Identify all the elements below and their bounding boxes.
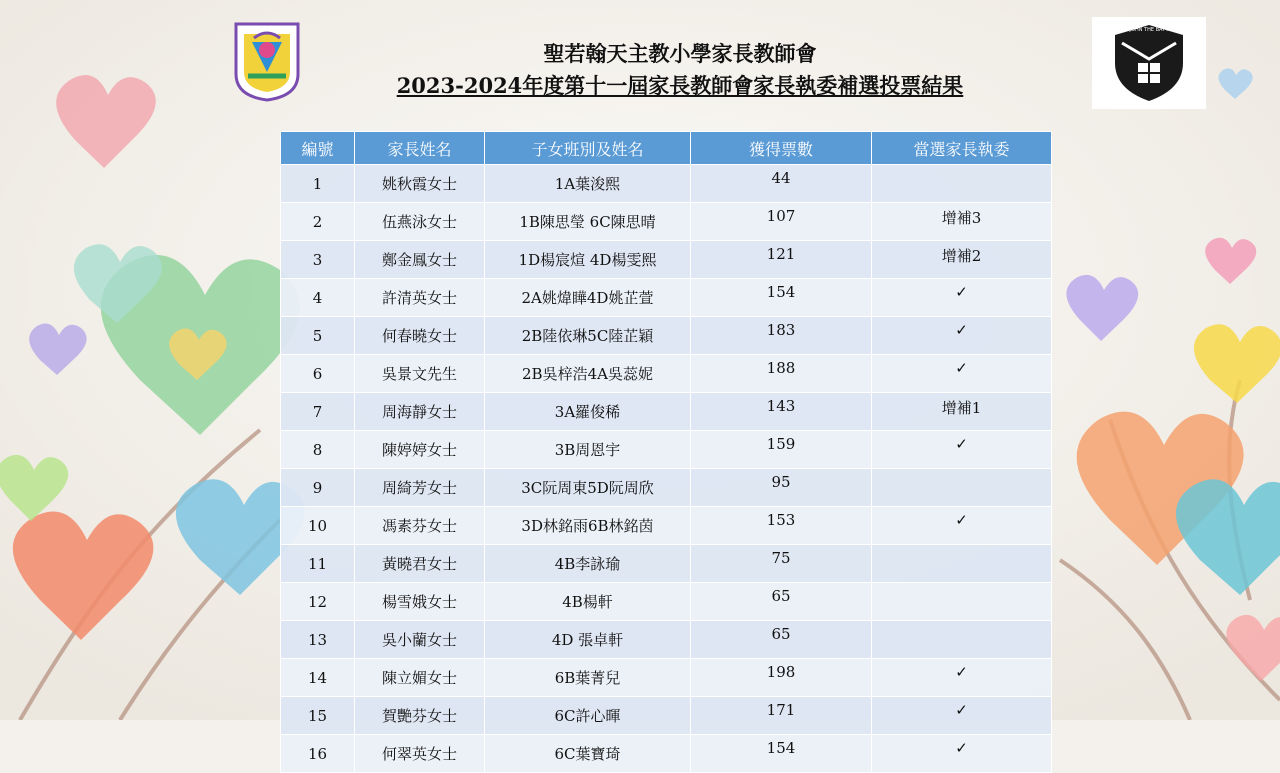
table-row xyxy=(281,165,1052,203)
cell-children: 2A姚煒瞱4D姚芷萱 xyxy=(485,279,691,317)
cell-votes: 95 xyxy=(691,469,872,507)
cell-parent-name: 姚秋霞女士 xyxy=(355,165,485,203)
cell-number: 4 xyxy=(281,279,355,317)
cell-parent-name: 吳小蘭女士 xyxy=(355,621,485,659)
cell-number: 14 xyxy=(281,659,355,697)
cell-votes: 159 xyxy=(691,431,872,469)
cell-children: 6C許心暉 xyxy=(485,697,691,735)
cell-parent-name: 馮素芬女士 xyxy=(355,507,485,545)
cell-votes: 107 xyxy=(691,203,872,241)
cell-parent-name: 周海靜女士 xyxy=(355,393,485,431)
table-row xyxy=(281,583,1052,621)
cell-votes: 44 xyxy=(691,165,872,203)
cell-number: 6 xyxy=(281,355,355,393)
cell-elected: ✓ xyxy=(872,659,1052,697)
cell-votes: 65 xyxy=(691,621,872,659)
cell-parent-name: 黃曉君女士 xyxy=(355,545,485,583)
cell-number: 9 xyxy=(281,469,355,507)
cell-elected xyxy=(872,545,1052,583)
cell-elected xyxy=(872,621,1052,659)
st-john-the-baptist-logo xyxy=(1092,17,1206,109)
cell-votes: 171 xyxy=(691,697,872,735)
cell-number: 1 xyxy=(281,165,355,203)
cell-number: 8 xyxy=(281,431,355,469)
cell-parent-name: 楊雪娥女士 xyxy=(355,583,485,621)
cell-elected: 增補2 xyxy=(872,241,1052,279)
cell-children: 1B陳思瑩 6C陳思晴 xyxy=(485,203,691,241)
cell-number: 13 xyxy=(281,621,355,659)
cell-votes: 183 xyxy=(691,317,872,355)
cell-elected: ✓ xyxy=(872,697,1052,735)
results-table xyxy=(280,131,1052,773)
table-row xyxy=(281,507,1052,545)
cell-children: 2B陸依琳5C陸芷穎 xyxy=(485,317,691,355)
cell-children: 6B葉菁兒 xyxy=(485,659,691,697)
cell-elected: ✓ xyxy=(872,279,1052,317)
cell-parent-name: 何翠英女士 xyxy=(355,735,485,773)
cell-children: 1A葉浚熙 xyxy=(485,165,691,203)
page-subtitle: 2023-2024年度第十一屆家長教師會家長執委補選投票結果 xyxy=(396,73,964,98)
cell-parent-name: 吳景文先生 xyxy=(355,355,485,393)
cell-children: 3C阮周東5D阮周欣 xyxy=(485,469,691,507)
cell-votes: 198 xyxy=(691,659,872,697)
cell-parent-name: 陳立媚女士 xyxy=(355,659,485,697)
cell-number: 5 xyxy=(281,317,355,355)
cell-children: 3A羅俊稀 xyxy=(485,393,691,431)
cell-votes: 154 xyxy=(691,279,872,317)
cell-parent-name: 周綺芳女士 xyxy=(355,469,485,507)
cell-children: 6C葉寶琦 xyxy=(485,735,691,773)
cell-children: 4B楊軒 xyxy=(485,583,691,621)
table-row xyxy=(281,659,1052,697)
cell-elected: ✓ xyxy=(872,431,1052,469)
column-header-children: 子女班別及姓名 xyxy=(485,132,691,165)
cell-number: 16 xyxy=(281,735,355,773)
cell-number: 3 xyxy=(281,241,355,279)
table-row xyxy=(281,279,1052,317)
cell-number: 12 xyxy=(281,583,355,621)
table-row xyxy=(281,203,1052,241)
cell-children: 4D 張卓軒 xyxy=(485,621,691,659)
cell-elected: 增補3 xyxy=(872,203,1052,241)
cell-votes: 154 xyxy=(691,735,872,773)
cell-parent-name: 何春曉女士 xyxy=(355,317,485,355)
cell-votes: 153 xyxy=(691,507,872,545)
page-title: 聖若翰天主教小學家長教師會 xyxy=(543,41,817,66)
table-row xyxy=(281,431,1052,469)
cell-elected xyxy=(872,469,1052,507)
column-header-votes: 獲得票數 xyxy=(691,132,872,165)
logo-motto-text: ST JOHN THE BAPTIST xyxy=(1121,27,1177,33)
table-row xyxy=(281,241,1052,279)
table-row xyxy=(281,621,1052,659)
cell-elected: ✓ xyxy=(872,317,1052,355)
cell-number: 11 xyxy=(281,545,355,583)
column-header-parent-name: 家長姓名 xyxy=(355,132,485,165)
cell-elected: ✓ xyxy=(872,735,1052,773)
column-header-number: 編號 xyxy=(281,132,355,165)
cell-number: 2 xyxy=(281,203,355,241)
cell-parent-name: 許清英女士 xyxy=(355,279,485,317)
table-row xyxy=(281,317,1052,355)
table-row xyxy=(281,735,1052,773)
school-crest-logo xyxy=(232,20,302,102)
table-row xyxy=(281,697,1052,735)
cell-number: 15 xyxy=(281,697,355,735)
cell-elected: 增補1 xyxy=(872,393,1052,431)
cell-parent-name: 伍燕泳女士 xyxy=(355,203,485,241)
table-row xyxy=(281,469,1052,507)
cell-parent-name: 賀艷芬女士 xyxy=(355,697,485,735)
cell-children: 1D楊宸煊 4D楊雯熙 xyxy=(485,241,691,279)
cell-votes: 75 xyxy=(691,545,872,583)
table-header-row xyxy=(281,132,1052,165)
cell-children: 2B吳梓浩4A吳蕊妮 xyxy=(485,355,691,393)
cell-children: 3B周恩宇 xyxy=(485,431,691,469)
cell-votes: 65 xyxy=(691,583,872,621)
cell-number: 7 xyxy=(281,393,355,431)
cell-votes: 188 xyxy=(691,355,872,393)
cell-elected xyxy=(872,583,1052,621)
cell-children: 3D林銘雨6B林銘茵 xyxy=(485,507,691,545)
table-row xyxy=(281,545,1052,583)
cell-parent-name: 鄭金鳳女士 xyxy=(355,241,485,279)
cell-parent-name: 陳婷婷女士 xyxy=(355,431,485,469)
table-row xyxy=(281,355,1052,393)
cell-votes: 143 xyxy=(691,393,872,431)
column-header-elected: 當選家長執委 xyxy=(872,132,1052,165)
results-body xyxy=(281,165,1052,773)
cell-children: 4B李詠瑜 xyxy=(485,545,691,583)
table-row xyxy=(281,393,1052,431)
cell-elected: ✓ xyxy=(872,355,1052,393)
cell-number: 10 xyxy=(281,507,355,545)
cell-votes: 121 xyxy=(691,241,872,279)
cell-elected xyxy=(872,165,1052,203)
cell-elected: ✓ xyxy=(872,507,1052,545)
